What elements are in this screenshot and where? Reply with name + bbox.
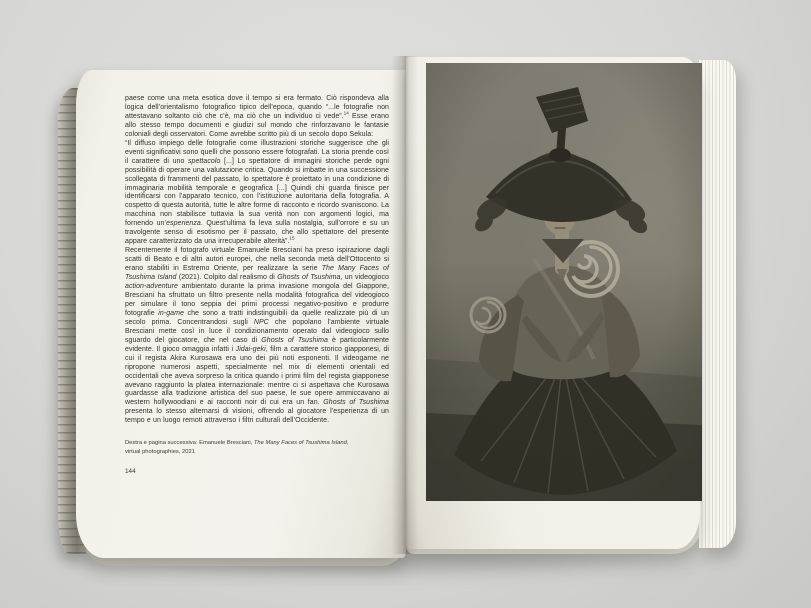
- text-segment: che popolano l’ambiente virtuale Bresciani mette così in luce il condizionamento operato dal videogioco sullo sguardo del giocatore, che nel caso di: [125, 318, 389, 344]
- left-page: [76, 70, 406, 558]
- text-segment: Recentemente il fotografo virtuale Emanuele Bresciani ha preso ispirazione dagli scatti di Beato e di altri autori europei, che nella seconda metà dell’Ottocento si erano stabiliti in Estremo Oriente, per realizzare la serie: [125, 247, 389, 273]
- text-segment: è particolarmente evidente. Il gioco omaggia infatti i: [125, 336, 389, 353]
- photo-frame: [426, 63, 702, 501]
- text-segment: action-adventure: [125, 283, 178, 291]
- text-segment: . Quest’ultima fa leva sulla nostalgia, sull’orrore e su un travolgente senso di esotismo per il passato, che allo spettatore del presente appare caratterizzato da una irrecuperabile alterità”.: [125, 220, 389, 246]
- text-segment: Destra e pagina successiva: Emanuele Bresciani,: [125, 440, 254, 447]
- footnote-reference: 14: [343, 110, 349, 116]
- photo-caption: [125, 439, 355, 456]
- text-segment: “Il diffuso impiego delle fotografie come illustrazioni storiche suggerisce che gli eventi significativi sono quelli che possono essere fotografati. La storia prende così il carattere di uno: [125, 139, 389, 165]
- left-page-text-column: [125, 95, 389, 475]
- body-text: [125, 95, 389, 426]
- text-segment: esperienza: [166, 220, 201, 228]
- text-segment: The Many Faces of Tsushima Island: [125, 265, 389, 282]
- text-segment: , virtual photographies, 2021: [125, 440, 349, 455]
- text-segment: ambientato durante la prima invasione mongola del Giappone, Bresciani ha sfruttato un filtro presente nella modalità fotografica del videogioco per simulare il tono seppia dei primi processi negativo-positivo e produrre fotografie: [125, 283, 389, 317]
- photo-vignette: [426, 63, 702, 501]
- footnote-reference: 15: [289, 235, 295, 241]
- right-page: [406, 57, 700, 549]
- text-segment: (2021). Colpito dal realismo di: [176, 274, 278, 282]
- text-segment: in-game: [158, 309, 184, 317]
- text-segment: , film a carattere storico giapponesi, di cui il regista Akira Kurosawa era uno dei più noti esponenti. Il videogame ne ripropone numerosi aspetti, specialmente nel mix di elementi orientali ed occidentali che aveva sorpreso la critica quando i primi film del regista giapponese avevano raggiunto la platea internazionale: mentre ci si aspettava che Kurosawa guardasse alla tradizione artistica del suo paese, le sue opere ammiccavano ai western hollywoodiani e ai racconti noir di cui era un fan.: [125, 345, 389, 407]
- text-segment: The Many Faces of Tsushima Island: [253, 440, 347, 447]
- text-segment: che sono a tratti indistinguibili da quelle realizzate più di un secolo prima. Concentrandosi sugli: [125, 309, 389, 326]
- right-page-fore-edge: [699, 60, 736, 548]
- page-number: 144: [125, 467, 136, 475]
- text-segment: Jidai-geki: [235, 345, 266, 353]
- text-segment: Esse erano allo stesso tempo documenti e giudizi sul mondo che rinforzavano le fantasie coloniali degli osservatori. Come avrebbe scritto più di un secolo dopo Sekula:: [125, 112, 389, 138]
- samurai-photograph: [426, 63, 702, 501]
- text-segment: Ghosts of Tsushima: [277, 274, 341, 282]
- paragraph: [125, 95, 389, 140]
- text-segment: Ghosts of Tsushima: [261, 336, 328, 344]
- paragraph: [125, 247, 389, 426]
- paragraph: [125, 140, 389, 247]
- text-segment: Ghosts of Tsushima: [323, 399, 389, 407]
- text-segment: spettacolo: [187, 157, 221, 165]
- text-segment: , un videogioco: [340, 274, 389, 282]
- text-segment: paese come una meta esotica dove il tempo si era fermato. Ciò rispondeva alla logica dell’orientalismo fotografico tipico dell’epoca, quando “...le fotografie non attestavano soltanto ciò che c’è, ma ciò che un individuo ci vede”.: [125, 95, 389, 120]
- text-segment: NPC: [253, 318, 269, 326]
- text-segment: presenta lo stesso alternarsi di visioni, offrendo al giocatore l’esperienza di un tempo e un luogo remoti attraverso i filtri culturali dell’Occidente.: [125, 408, 389, 425]
- text-segment: [...] Lo spettatore di immagini storiche perde ogni possibilità di operare una valutazione critica. Quando si imbatte in una successione scollegata di frammenti del passato, lo spettatore è proiettato in una condizione di immaginaria mobilità temporale e geografica [...] Quindi chi guarda finisce per identificarsi con l’apparato tecnico, con l’istituzione autoritaria della fotografia. A cospetto di questa autorità, tutte le altre forme di racconto e ricordo svaniscono. La macchina non stabilisce tuttavia la sua verità non con argomenti logici, ma fornendo un’: [125, 157, 389, 228]
